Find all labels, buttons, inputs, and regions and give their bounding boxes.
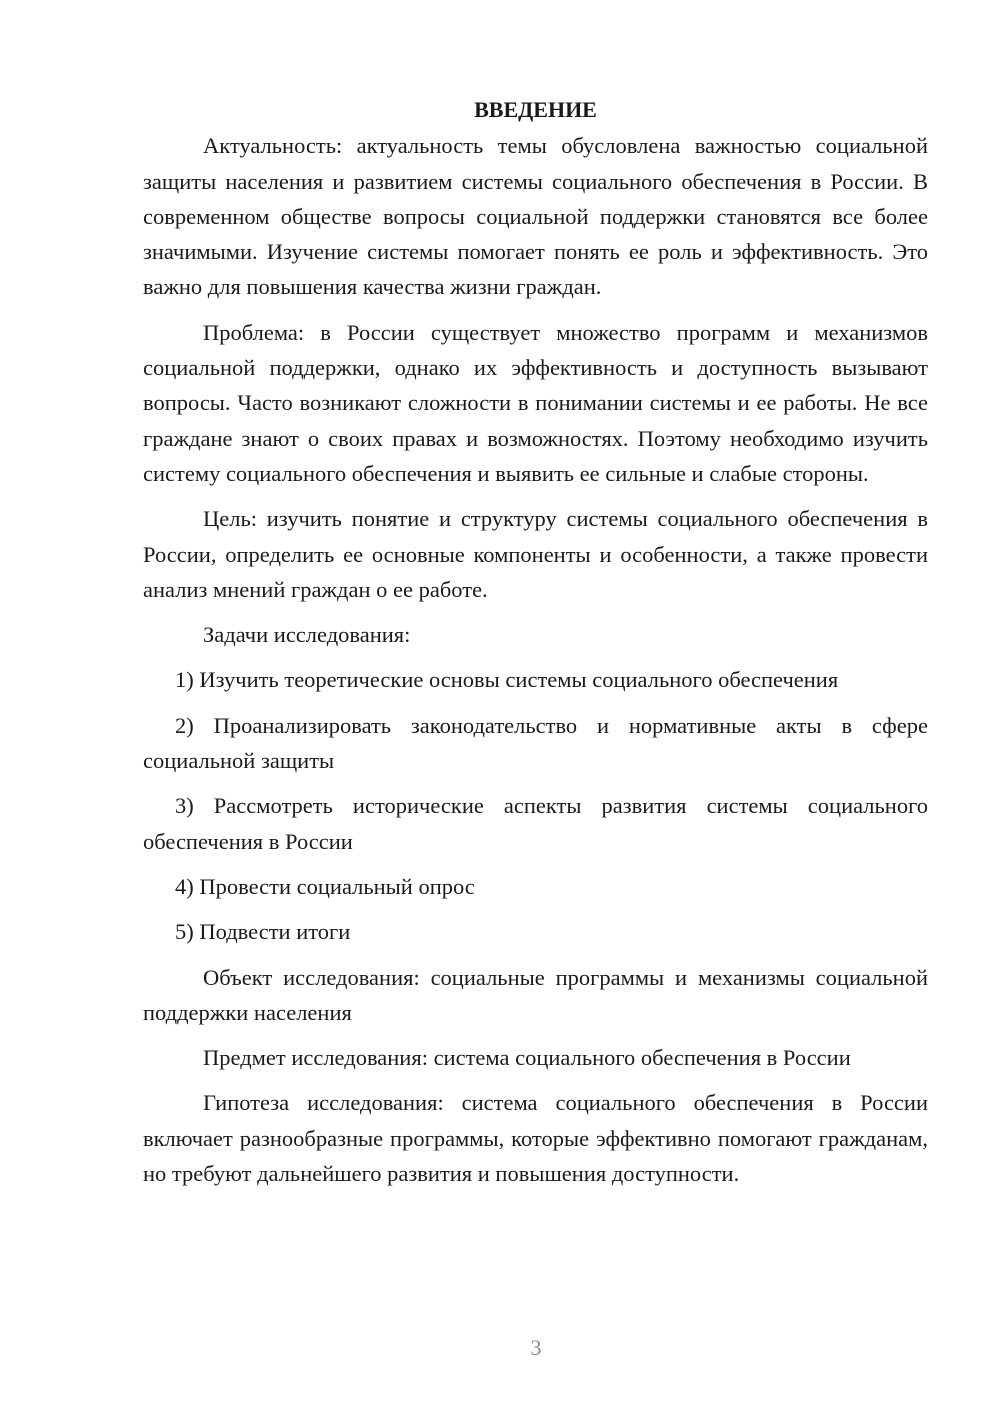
page-number: 3 bbox=[530, 1335, 542, 1360]
task-item-2: 2) Проанализировать законодательство и нормативные акты в сфере социальной защиты bbox=[143, 712, 928, 774]
page-title: ВВЕДЕНИЕ bbox=[474, 97, 597, 122]
paragraph-goal: Цель: изучить понятие и структуру системы социального обеспечения в России, определить ее основные компоненты и особенности, а также провести анализ мнений граждан о ее работе. bbox=[143, 506, 928, 602]
task-item-1: 1) Изучить теоретические основы системы социального обеспечения bbox=[175, 667, 839, 693]
paragraph-hypothesis: Гипотеза исследования: система социального обеспечения в России включает разнообразные программы, которые эффективно помогают гражданам, но требуют дальнейшего развития и повышения доступности. bbox=[143, 1090, 928, 1187]
paragraph-relevance: Актуальность: актуальность темы обусловлена важностью социальной защиты населения и развитием системы социального обеспечения в России. В современном обществе вопросы социальной поддержки становятся все более значимыми. Изучение системы помогает понять ее роль и эффективность. Это важно для повышения качества жизни граждан. bbox=[143, 133, 928, 300]
task-item-4: 4) Провести социальный опрос bbox=[175, 873, 475, 899]
paragraph-subject: Предмет исследования: система социального обеспечения в России bbox=[203, 1045, 851, 1071]
page-content bbox=[143, 92, 928, 1201]
task-item-3: 3) Рассмотреть исторические аспекты развития системы социального обеспечения в России bbox=[143, 793, 928, 854]
paragraph-problem: Проблема: в России существует множество программ и механизмов социальной поддержки, однако их эффективность и доступность вызывают вопросы. Часто возникают сложности в понимании системы и ее работы. Не все граждане знают о своих правах и возможностях. Поэтому необходимо изучить систему социального обеспечения и выявить ее сильные и слабые стороны. bbox=[143, 319, 928, 486]
task-item-5: 5) Подвести итоги bbox=[175, 919, 351, 945]
paragraph-tasks-intro: Задачи исследования: bbox=[203, 622, 411, 648]
paragraph-object: Объект исследования: социальные программы и механизмы социальной поддержки населения bbox=[143, 964, 928, 1025]
